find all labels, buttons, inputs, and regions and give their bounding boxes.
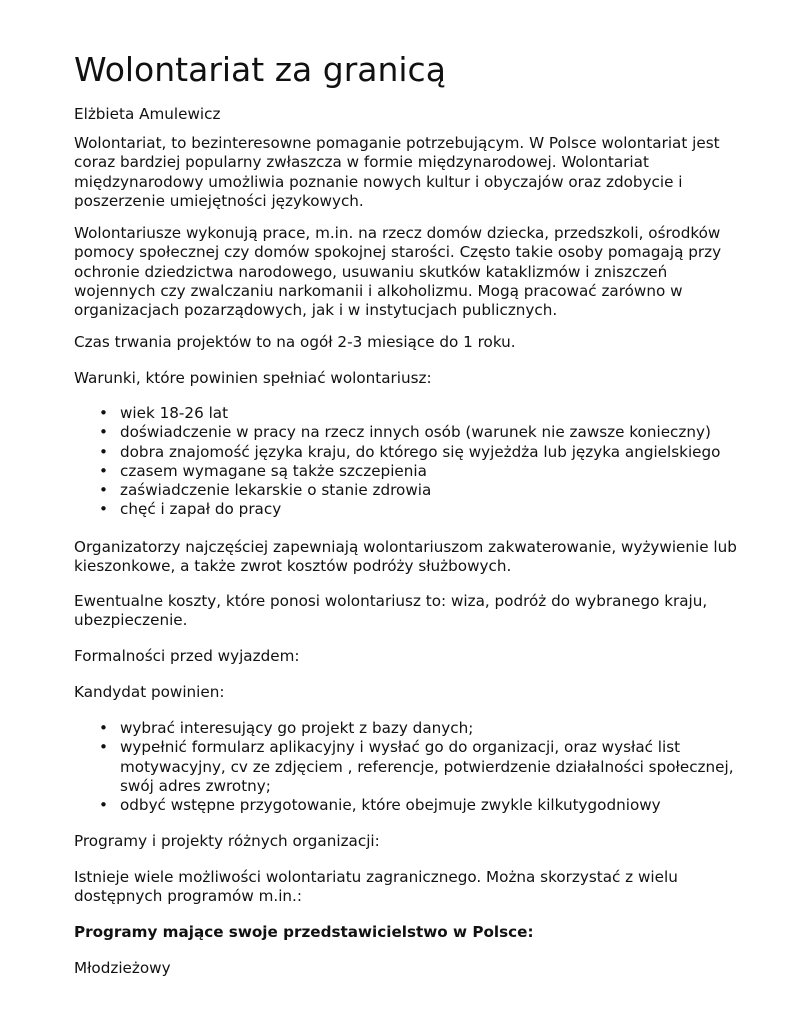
- text-line: ubezpieczenie.: [74, 611, 188, 630]
- list-item-text: czasem wymagane są także szczepienia: [120, 461, 427, 480]
- text-line: Czas trwania projektów to na ogół 2-3 miesiące do 1 roku.: [74, 333, 516, 351]
- text-line: coraz bardziej popularny zwłaszcza w formie międzynarodowej. Wolontariat: [74, 153, 649, 172]
- text-line: wojennych czy zwalczaniu narkomanii i alkoholizmu. Mogą pracować zarówno w: [74, 281, 683, 300]
- bullet-icon: •: [99, 738, 108, 757]
- candidate-steps-list: [74, 719, 734, 815]
- list-item: [74, 738, 734, 796]
- list-item-text: motywacyjny, cv ze zdjęciem , referencje, potwierdzenie działalności społecznej,: [120, 757, 734, 776]
- youth-program-label: [74, 959, 764, 978]
- bullet-icon: •: [99, 423, 108, 442]
- text-line: ochronie dziedzictwa narodowego, usuwaniu skutków kataklizmów i zniszczeń: [74, 262, 668, 281]
- list-item-text: swój adres zwrotny;: [120, 776, 271, 795]
- list-item: [74, 481, 720, 500]
- bullet-icon: •: [99, 500, 108, 519]
- candidate-heading: [74, 683, 764, 702]
- list-item: [74, 500, 720, 519]
- bullet-icon: •: [99, 404, 108, 422]
- list-item: [74, 719, 734, 738]
- text-line: pomocy społecznej czy domów spokojnej starości. Często takie osoby pomagają przy: [74, 243, 722, 262]
- text-line: dostępnych programów m.in.:: [74, 887, 302, 906]
- text-line: organizacjach pozarządowych, jak i w instytucjach publicznych.: [74, 301, 558, 320]
- text-line: Programy i projekty różnych organizacji:: [74, 832, 380, 850]
- list-item-text: wiek 18-26 lat: [120, 404, 229, 422]
- list-item: [74, 443, 720, 462]
- text-line: Istnieje wiele możliwości wolontariatu zagranicznego. Można skorzystać z wielu: [74, 868, 678, 886]
- text-line: Formalności przed wyjazdem:: [74, 647, 300, 665]
- list-item-text: odbyć wstępne przygotowanie, które obejmuje zwykle kilkutygodniowy: [120, 796, 661, 815]
- text-line: Warunki, które powinien spełniać wolontariusz:: [74, 369, 432, 387]
- text-line: międzynarodowy umożliwia poznanie nowych kultur i obyczajów oraz zdobycie i: [74, 172, 683, 191]
- conditions-list: [74, 404, 720, 520]
- list-item: [74, 796, 734, 815]
- conditions-heading: [74, 369, 764, 388]
- possibilities-paragraph: [74, 868, 764, 907]
- text-line: poszerzenie umiejętności językowych.: [74, 191, 364, 210]
- text-line: Wolontariusze wykonują prace, m.in. na rzecz domów dziecka, przedszkoli, ośrodków: [74, 224, 721, 242]
- text-line: Ewentualne koszty, które ponosi wolontariusz to: wiza, podróż do wybranego kraju,: [74, 592, 708, 610]
- bullet-icon: •: [99, 461, 108, 480]
- author-name: Elżbieta Amulewicz: [74, 105, 221, 123]
- text-line: Programy mające swoje przedstawicielstwo w Polsce:: [74, 923, 534, 941]
- document-title: Wolontariat za granicą: [74, 50, 446, 89]
- list-item-text: doświadczenie w pracy na rzecz innych osób (warunek nie zawsze konieczny): [120, 423, 711, 442]
- poland-programs-heading: [74, 923, 764, 942]
- programs-heading: [74, 832, 764, 851]
- text-line: Młodzieżowy: [74, 959, 171, 977]
- intro-paragraph: [74, 134, 764, 211]
- organizers-paragraph: [74, 538, 764, 577]
- list-item-text: zaświadczenie lekarskie o stanie zdrowia: [120, 481, 432, 500]
- text-line: kieszonkowe, a także zwrot kosztów podróży służbowych.: [74, 557, 512, 576]
- list-item: [74, 423, 720, 442]
- text-line: Kandydat powinien:: [74, 683, 225, 701]
- list-item-text: dobra znajomość języka kraju, do którego się wyjeżdża lub języka angielskiego: [120, 442, 721, 461]
- list-item: [74, 404, 720, 423]
- bullet-icon: •: [99, 796, 108, 815]
- bullet-icon: •: [99, 442, 108, 461]
- formalities-heading: [74, 647, 764, 666]
- costs-paragraph: [74, 592, 764, 631]
- duration-paragraph: [74, 333, 764, 352]
- bullet-icon: •: [99, 719, 108, 737]
- list-item-text: wybrać interesujący go projekt z bazy danych;: [120, 719, 474, 737]
- list-item-text: chęć i zapał do pracy: [120, 500, 282, 519]
- bullet-icon: •: [99, 481, 108, 500]
- list-item-text: wypełnić formularz aplikacyjny i wysłać go do organizacji, oraz wysłać list: [120, 738, 681, 757]
- text-line: Wolontariat, to bezinteresowne pomaganie potrzebującym. W Polsce wolontariat jest: [74, 134, 720, 152]
- list-item: [74, 462, 720, 481]
- text-line: Organizatorzy najczęściej zapewniają wolontariuszom zakwaterowanie, wyżywienie lub: [74, 538, 737, 556]
- duties-paragraph: [74, 224, 764, 320]
